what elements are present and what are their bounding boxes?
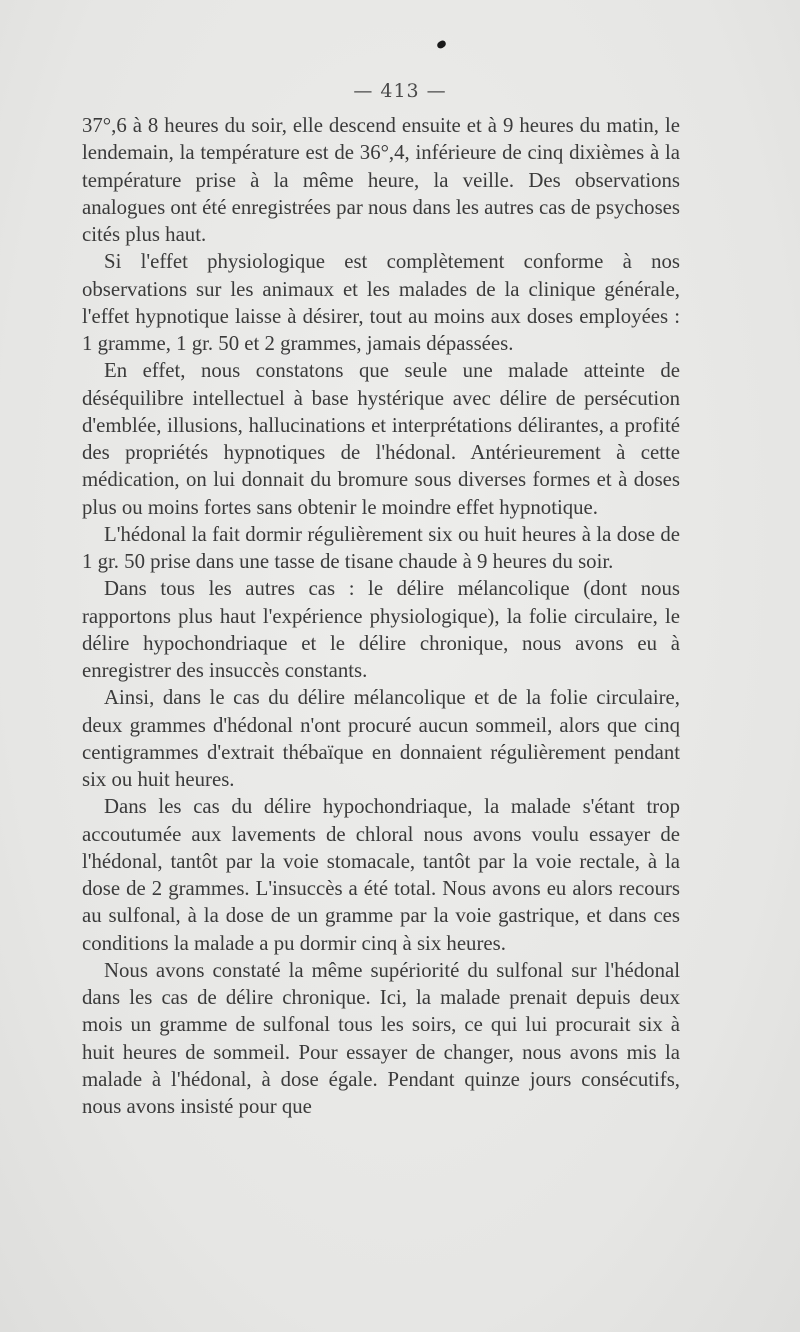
paragraph-6: Ainsi, dans le cas du délire mélancolique et de la folie circulaire, deux grammes d'hédonal n'ont procuré aucun sommeil, alors que cinq centigrammes d'extrait thébaïque en donnaient régulièrement pendant six ou huit heures. xyxy=(82,686,680,791)
paragraph-1: 37°,6 à 8 heures du soir, elle descend ensuite et à 9 heures du matin, le lendemain, la température est de 36°,4, inférieure de cinq dixièmes à la température prise à la même heure, la veille. Des observations analogues ont été enregistrées par nous dans les autres cas de psychoses cités plus haut. xyxy=(82,114,680,246)
paragraph-5: Dans tous les autres cas : le délire mélancolique (dont nous rapportons plus haut l'expérience physiologique), la folie circulaire, le délire hypochondriaque et le délire chronique, nous avons eu à enregistrer des insuccès constants. xyxy=(82,577,680,682)
body-text xyxy=(82,112,680,1120)
ink-spot xyxy=(436,39,447,49)
paragraph-7: Dans les cas du délire hypochondriaque, la malade s'étant trop accoutumée aux lavements de chloral nous avons voulu essayer de l'hédonal, tantôt par la voie stomacale, tantôt par la voie rectale, à la dose de 2 grammes. L'insuccès a été total. Nous avons eu alors recours au sulfonal, à la dose de un gramme par la voie gastrique, et dans ces conditions la malade a pu dormir cinq à six heures. xyxy=(82,795,680,955)
page-number: — 413 — xyxy=(353,80,447,102)
paragraph-2: Si l'effet physiologique est complètement conforme à nos observations sur les animaux et les malades de la clinique générale, l'effet hypnotique laisse à désirer, tout au moins aux doses employées : 1 gramme, 1 gr. 50 et 2 grammes, jamais dépassées. xyxy=(82,250,680,355)
paragraph-8: Nous avons constaté la même supériorité du sulfonal sur l'hédonal dans les cas de délire chronique. Ici, la malade prenait depuis deux mois un gramme de sulfonal tous les soirs, ce qui lui procurait six à huit heures de sommeil. Pour essayer de changer, nous avons mis la malade à l'hédonal, à dose égale. Pendant quinze jours consécutifs, nous avons insisté pour que xyxy=(82,958,680,1118)
paragraph-4: L'hédonal la fait dormir régulièrement six ou huit heures à la dose de 1 gr. 50 prise dans une tasse de tisane chaude à 9 heures du soir. xyxy=(82,522,680,573)
paragraph-3: En effet, nous constatons que seule une malade atteinte de déséquilibre intellectuel à base hystérique avec délire de persécution d'emblée, illusions, hallucinations et interprétations délirantes, a profité des propriétés hypnotiques de l'hédonal. Antérieurement à cette médication, on lui donnait du bromure sous diverses formes et à doses plus ou moins fortes sans obtenir le moindre effet hypnotique. xyxy=(82,359,680,519)
